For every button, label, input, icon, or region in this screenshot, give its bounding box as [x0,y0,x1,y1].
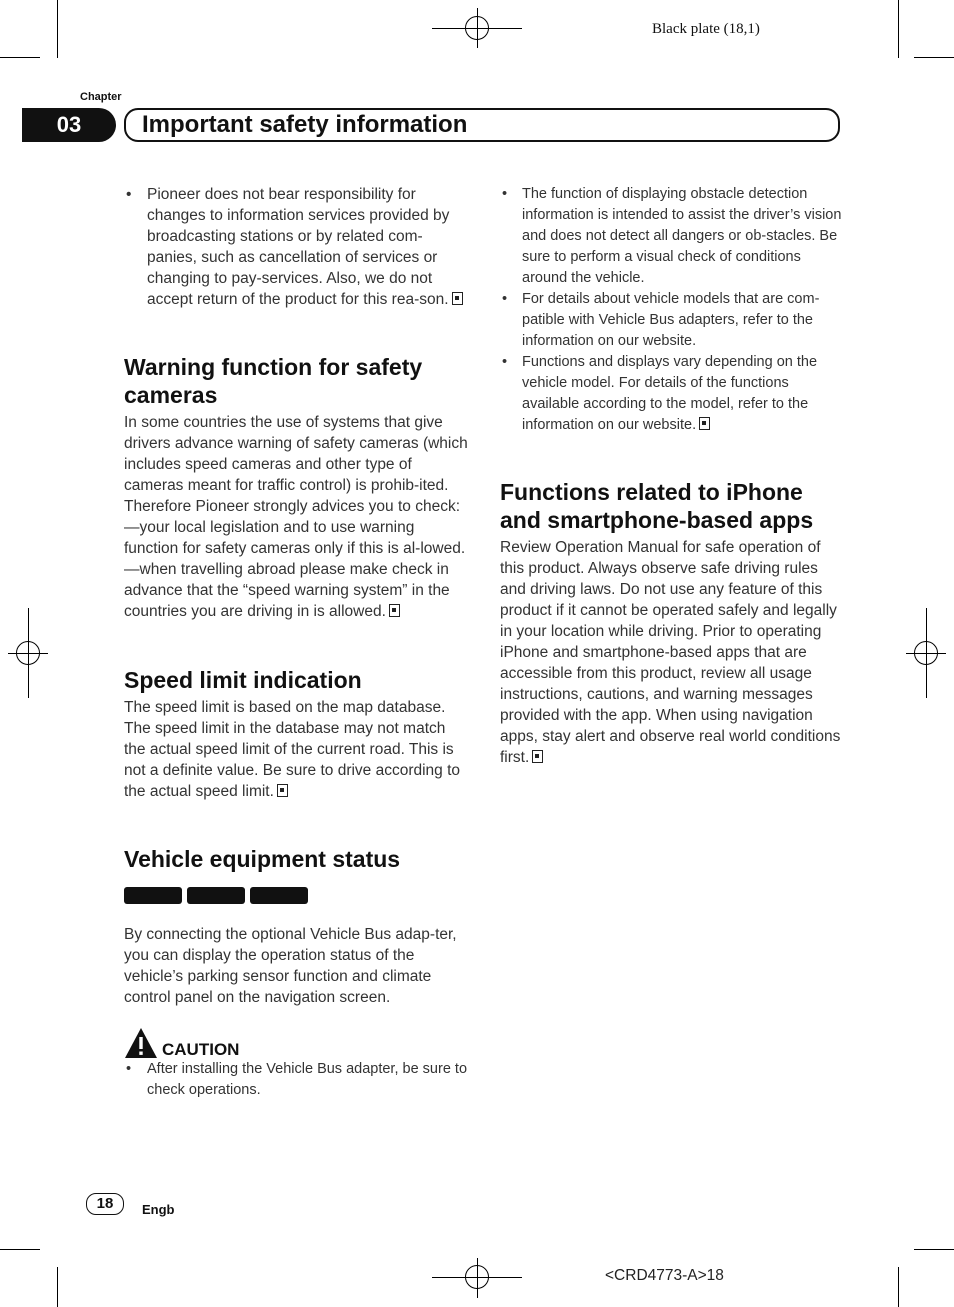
chapter-label: Chapter [80,91,122,103]
model-badge [187,887,245,904]
model-badges [124,887,469,904]
list-item-text: Pioneer does not bear responsibility for changes to information services provided by broadcasting stations or by related com-panies, such as cancellation of services or changing to pay-services. Also, we do not accept return of the product for this rea-son. [147,186,450,308]
intro-list [124,184,469,310]
section-heading-warning: Warning function for safety cameras [124,354,423,408]
right-bullet-list [500,184,842,436]
end-mark-icon [277,784,288,797]
left-column [124,184,469,1101]
chapter-title: Important safety information [142,111,468,138]
end-mark-icon [452,292,463,305]
plate-label: Black plate (18,1) [652,21,760,37]
registration-circle-icon [16,641,40,665]
end-mark-icon [389,604,400,617]
crop-mark [57,0,58,58]
warning-dash-2 [124,559,469,622]
right-column [500,184,842,768]
document-code: <CRD4773-A>18 [605,1267,724,1284]
crop-mark [898,0,899,58]
caution-list [124,1059,469,1101]
section-heading-iphone: Functions related to iPhone and smartphone-based apps [500,479,814,533]
end-mark-icon [532,750,543,763]
warning-dash-1: —your local legislation and to use warning function for safety cameras only if this is al-lowed. [124,519,466,557]
end-mark-icon [699,417,710,430]
crop-mark [0,57,40,58]
registration-circle-icon [465,1265,489,1289]
list-item [500,352,842,436]
warning-triangle-icon [124,1027,158,1059]
page-number: 18 [86,1193,124,1215]
warning-body: In some countries the use of systems that give drivers advance warning of safety cameras (which includes speed cameras and other type of cameras meant for traffic control) is prohib-ited. Therefore Pioneer strongly advices you to check: [124,414,468,515]
iphone-body [500,537,842,768]
list-item [124,184,469,310]
speed-body [124,697,469,802]
caution-header [124,1027,469,1059]
registration-circle-icon [465,16,489,40]
crop-mark [898,1267,899,1307]
crop-mark [914,57,954,58]
language-label: Engb [142,1202,175,1217]
section-heading-vehicle: Vehicle equipment status [124,846,401,872]
crop-mark [57,1267,58,1307]
section-heading-speed: Speed limit indication [124,667,362,693]
caution-label: CAUTION [162,1040,240,1059]
model-badge [124,887,182,904]
chapter-number: 03 [22,108,116,142]
speed-body-text: The speed limit is based on the map database. The speed limit in the database may not match the actual speed limit of the current road. This is not a definite value. Be sure to drive according to the actual speed limit. [124,699,461,800]
vehicle-body: By connecting the optional Vehicle Bus adap-ter, you can display the operation status of the vehicle’s parking sensor function and climate control panel on the navigation screen. [124,926,457,1006]
crop-mark [914,1249,954,1250]
warning-dash-2-text: —when travelling abroad please make check in advance that the “speed warning system” in the countries you are driving in is allowed. [124,561,450,620]
list-item: • For details about vehicle models that are com-patible with Vehicle Bus adapters, refer to the information on our website. [500,289,842,352]
crop-mark [0,1249,40,1250]
list-item: • After installing the Vehicle Bus adapter, be sure to check operations. [124,1059,469,1101]
iphone-body-text: Review Operation Manual for safe operation of this product. Always observe safe driving rules and driving laws. Do not use any feature of this product if it cannot be operated safely and legally in your location while driving. Prior to operating iPhone and smartphone-based apps that are accessible from this product, review all usage instructions, cautions, and warning messages provided with the app. When using navigation apps, stay alert and observe real world conditions first. [500,539,841,766]
list-item-text: Functions and displays vary depending on the vehicle model. For details of the functions available according to the model, refer to the information on our website. [522,354,818,433]
registration-circle-icon [914,641,938,665]
model-badge [250,887,308,904]
list-item: • The function of displaying obstacle detection information is intended to assist the driver’s vision and does not detect all dangers or ob-stacles. Be sure to perform a visual check of conditions around the vehicle. [500,184,842,289]
